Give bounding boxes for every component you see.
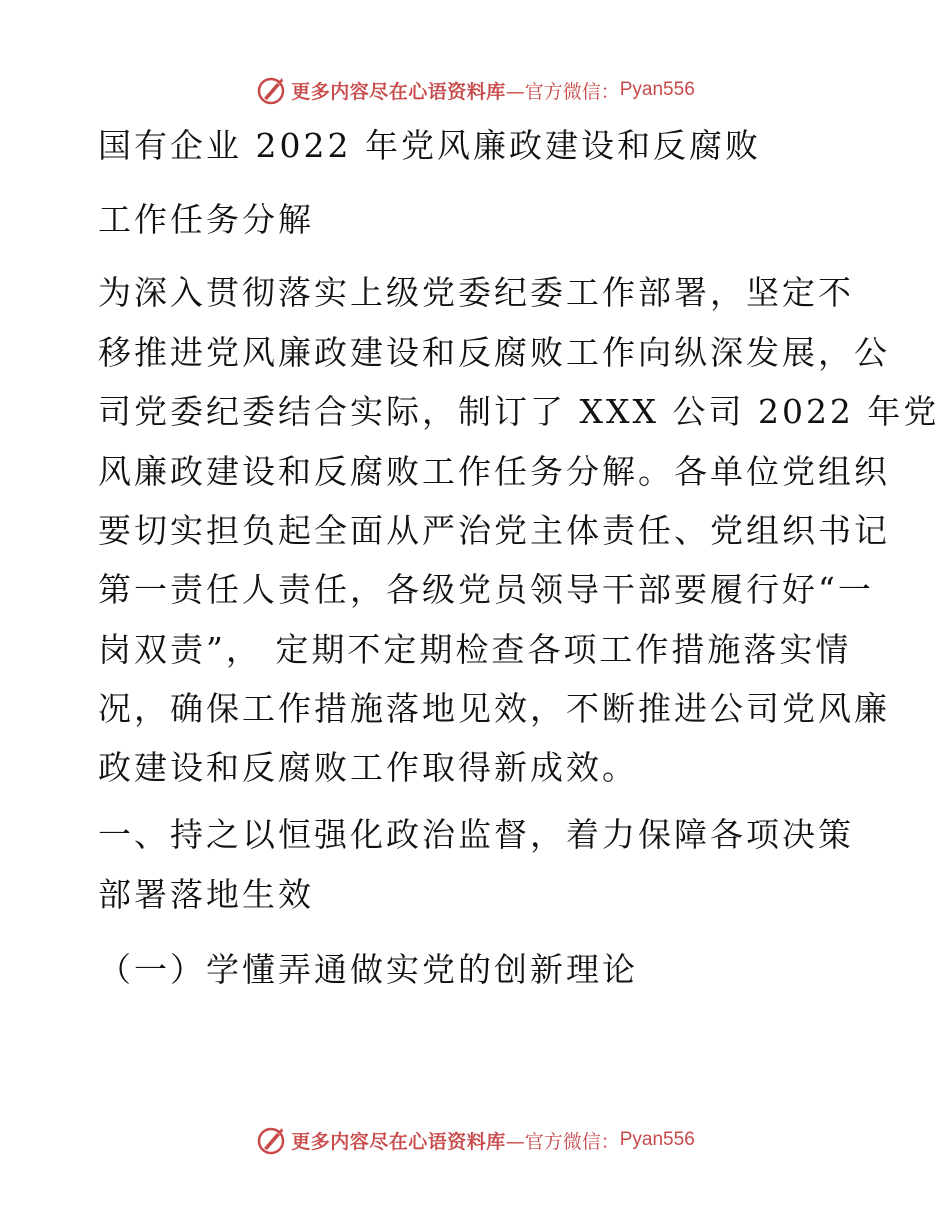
watermark-sub-text: —官方微信： <box>505 1130 620 1153</box>
intro-line-7: 岗双责”， 定期不定期检查各项工作措施落实情 <box>98 630 852 669</box>
intro-line-4: 风廉政建设和反腐败工作任务分解。各单位党组织 <box>98 452 890 491</box>
doc-title-line-2: 工作任务分解 <box>98 200 314 239</box>
watermark-main-text: 更多内容尽在心语资料库 <box>291 80 506 103</box>
quill-circle-logo-icon <box>255 74 287 106</box>
quill-circle-logo-icon <box>255 1124 287 1156</box>
watermark-wechat-id: Pyan556 <box>619 1129 695 1150</box>
intro-line-9: 政建设和反腐败工作取得新成效。 <box>98 748 638 787</box>
watermark-wechat-id: Pyan556 <box>619 79 695 100</box>
intro-line-6: 第一责任人责任，各级党员领导干部要履行好“一 <box>98 570 874 609</box>
doc-title-line-1: 国有企业 2022 年党风廉政建设和反腐败 <box>98 126 761 165</box>
subsection1-heading: （一）学懂弄通做实党的创新理论 <box>98 950 638 989</box>
section1-heading-line-2: 部署落地生效 <box>98 875 314 914</box>
intro-line-5: 要切实担负起全面从严治党主体责任、党组织书记 <box>98 511 890 550</box>
intro-line-2: 移推进党风廉政建设和反腐败工作向纵深发展，公 <box>98 333 890 372</box>
watermark-main-text: 更多内容尽在心语资料库 <box>291 1130 506 1153</box>
intro-line-1: 为深入贯彻落实上级党委纪委工作部署，坚定不 <box>98 273 854 312</box>
section1-heading-line-1: 一、持之以恒强化政治监督，着力保障各项决策 <box>98 815 854 854</box>
intro-line-8: 况，确保工作措施落地见效，不断推进公司党风廉 <box>98 689 890 728</box>
watermark-banner-bottom <box>0 1120 950 1160</box>
intro-line-3: 司党委纪委结合实际，制订了 XXX 公司 2022 年党 <box>98 392 940 431</box>
watermark-sub-text: —官方微信： <box>505 80 620 103</box>
watermark-banner-top <box>0 70 950 110</box>
